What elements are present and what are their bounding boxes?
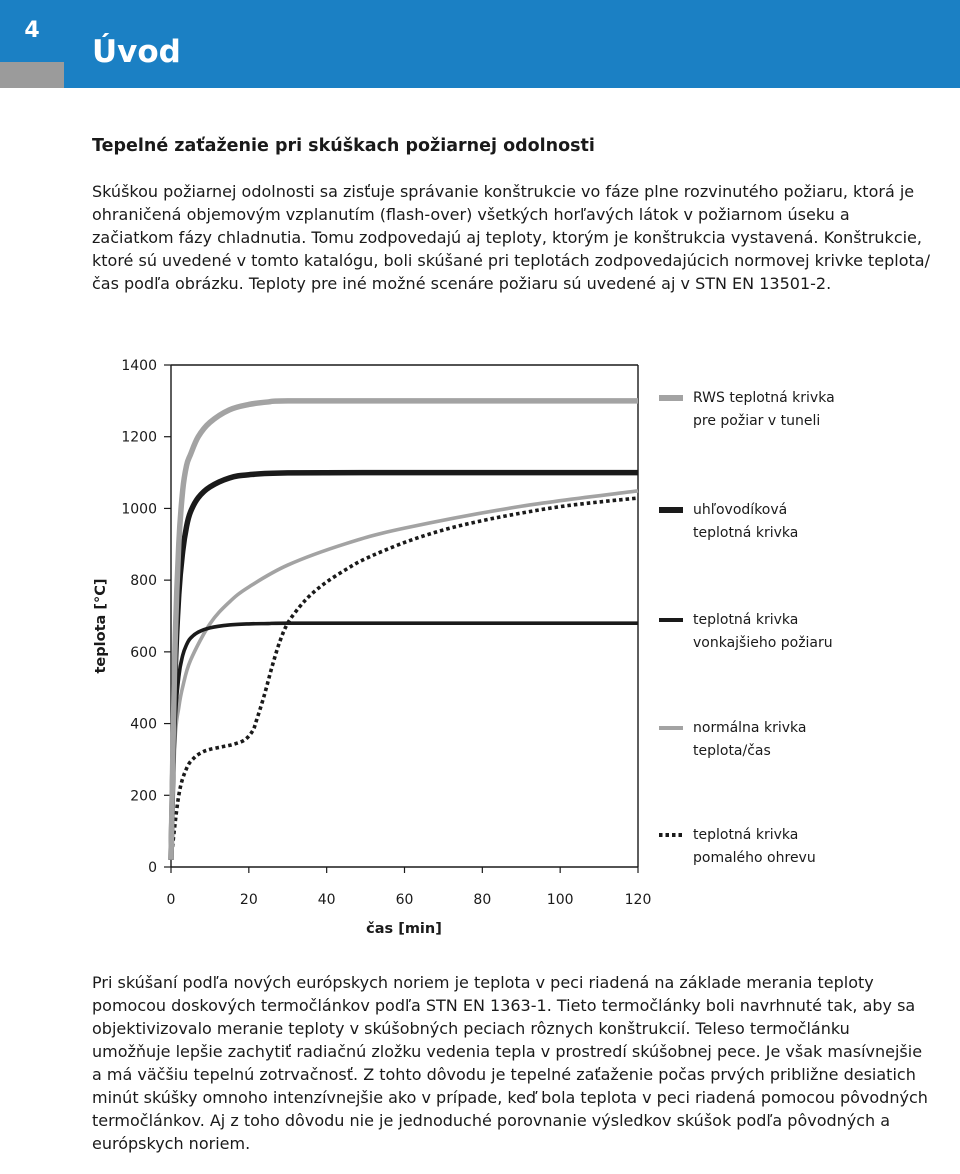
y-tick-label: 200 xyxy=(130,788,157,805)
x-tick-label: 40 xyxy=(317,892,336,908)
page-heading: Úvod xyxy=(92,34,181,70)
x-tick-label: 80 xyxy=(473,892,492,908)
series-line-0 xyxy=(171,401,638,860)
page-number: 4 xyxy=(24,18,40,43)
y-axis-label: teplota [°C] xyxy=(93,578,109,674)
body-paragraph: Pri skúšaní podľa nových európskych noriem je teplota v peci riadená na základe merania teploty pomocou doskových termočlánkov podľa STN EN 1363-1. Tieto termočlánky boli navrhnuté tak, aby sa objektivizovalo meranie teploty v skúšobných peciach rôznych konštrukcií. Teleso termočlánku umožňuje lepšie zachytiť radiačnú zložku vedenia tepla v prostredí skúšobnej pece. Je však masívnejšie a má väčšiu tepelnú zotrvačnosť. Z tohto dôvodu je tepelné zaťaženie počas prvých približne desiatich minút skúšky omnoho intenzívnejšie ako v prípade, keď bola teplota v peci riadená pomocou pôvodných termočlánkov. Aj z toho dôvodu nie je jednoduché porovnanie výsledkov skúšok podľa pôvodných a európskych noriem. xyxy=(92,973,928,1153)
legend-label: vonkajšieho požiaru xyxy=(693,635,833,651)
y-tick-label: 1400 xyxy=(121,358,157,374)
series-line-3 xyxy=(171,491,638,860)
x-tick-label: 0 xyxy=(166,892,176,908)
legend-label: teplotná krivka xyxy=(693,525,799,541)
y-tick-label: 800 xyxy=(130,573,157,590)
intro-paragraph: Skúškou požiarnej odolnosti sa zisťuje správanie konštrukcie vo fáze plne rozvinutého požiaru, ktorá je ohraničená objemovým vzplanutím (flash-over) všetkých horľavých látok v požiarnom úseku a začiatkom fázy chladnutia. Tomu zodpovedajú aj teploty, ktorým je konštrukcia vystavená. Konštrukcie, ktoré sú uvedené v tomto katalógu, boli skúšané pri teplotách zodpovedajúcich normovej krivke teplota/čas podľa obrázku. Teploty pre iné možné scenáre požiaru sú uvedené aj v STN EN 13501-2. xyxy=(92,182,930,293)
series-line-1 xyxy=(171,473,638,860)
section-title: Tepelné zaťaženie pri skúškach požiarnej odolnosti xyxy=(92,136,595,156)
legend-label: normálna krivka xyxy=(693,720,807,736)
legend-label: teplotná krivka xyxy=(693,612,799,628)
y-tick-label: 1000 xyxy=(121,501,157,518)
y-tick-label: 400 xyxy=(130,716,157,733)
legend-label: uhľovodíková xyxy=(693,502,788,518)
y-tick-label: 1200 xyxy=(121,429,157,446)
legend-label: RWS teplotná krivka xyxy=(693,390,835,406)
x-tick-label: 100 xyxy=(546,892,574,908)
x-tick-label: 20 xyxy=(239,892,258,908)
temperature-time-chart xyxy=(0,340,960,950)
legend-label: teplotná krivka xyxy=(693,827,799,843)
x-axis-label: čas [min] xyxy=(366,921,442,937)
x-tick-label: 120 xyxy=(624,892,652,908)
legend-label: pre požiar v tuneli xyxy=(693,413,821,429)
legend-label: teplota/čas xyxy=(693,743,771,759)
x-tick-label: 60 xyxy=(395,892,414,908)
series-line-4 xyxy=(171,498,638,860)
y-tick-label: 0 xyxy=(148,860,157,876)
legend-label: pomalého ohrevu xyxy=(693,850,816,866)
y-tick-label: 600 xyxy=(130,644,157,661)
